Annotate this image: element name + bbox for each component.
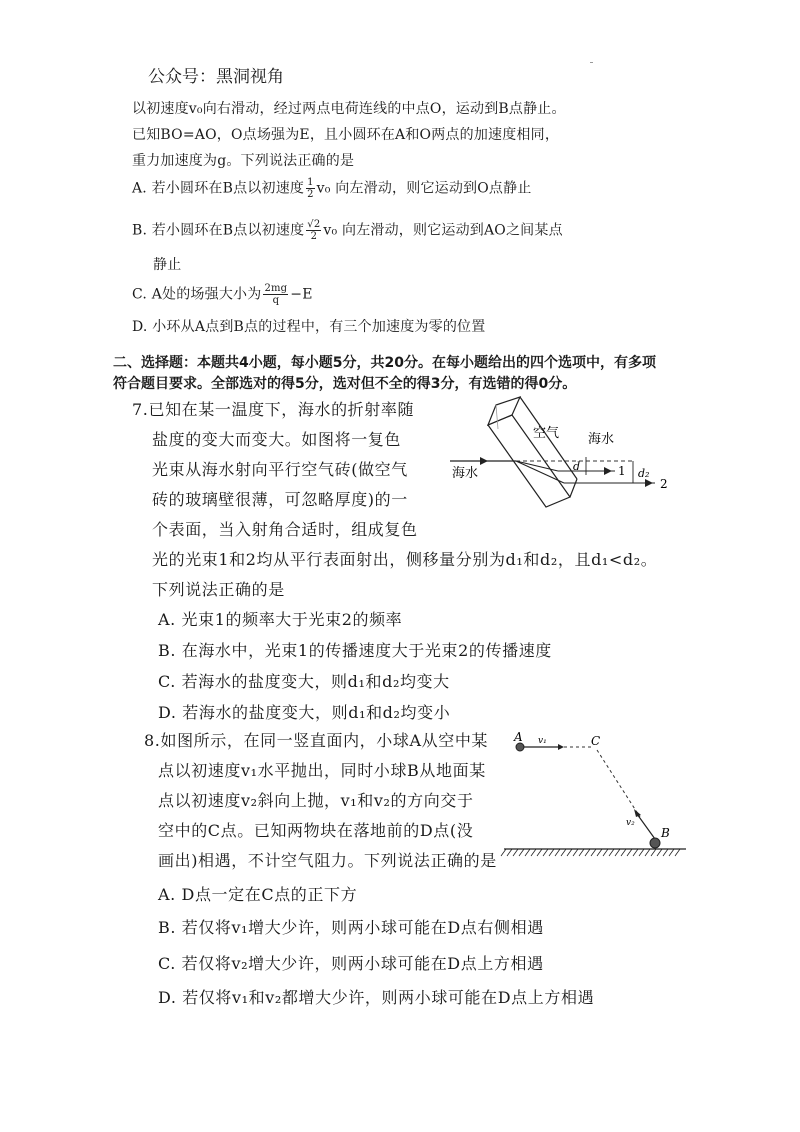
hatch-line [675, 849, 680, 856]
d2-label: d₂ [638, 467, 650, 480]
q7-line-2: 盐度的变大而变大。如图将一复色 [152, 430, 402, 449]
q6-option-b-pre: B. 若小圆环在B点以初速度 [132, 222, 305, 239]
q6-line-3: 重力加速度为g。下列说法正确的是 [132, 153, 355, 169]
fraction-denominator: 2 [307, 189, 314, 200]
v2-arrow [637, 814, 655, 839]
hatch-line [555, 849, 560, 856]
hatch-line [651, 849, 656, 856]
q7-option-b: B. 在海水中，光束1的传播速度大于光束2的传播速度 [158, 641, 552, 660]
q8-line-2: 点以初速度v₁水平抛出，同时小球B从地面某 [158, 761, 486, 780]
q6-option-c-pre: C. A处的场强大小为 [132, 286, 262, 303]
hatch-line [591, 849, 596, 856]
q7-line-3: 光束从海水射向平行空气砖(做空气 [152, 460, 408, 479]
beam-1-label: 1 [618, 464, 626, 478]
hatch-line [525, 849, 530, 856]
fraction-denominator: 2 [310, 231, 318, 242]
q6-option-c-post: −E [290, 286, 313, 303]
header-text: 公众号：黑洞视角 [148, 67, 284, 87]
hatch-line [501, 849, 506, 856]
q6-option-b-post: v₀ 向左滑动，则它运动到AO之间某点 [323, 222, 563, 239]
ball-b [650, 838, 660, 848]
q6-option-a [132, 177, 532, 200]
q8-line-4: 空中的C点。已知两物块在落地前的D点(没 [158, 821, 474, 840]
fraction-numerator: 1 [307, 177, 314, 188]
scan-dot [590, 62, 593, 63]
q7-figure [440, 395, 680, 520]
q7-option-d: D. 若海水的盐度变大，则d₁和d₂均变小 [158, 703, 451, 722]
ball-a [516, 743, 524, 751]
hatch-line [621, 849, 626, 856]
q8-line-1: 8.如图所示，在同一竖直面内，小球A从空中某 [144, 731, 489, 750]
hatch-line [615, 849, 620, 856]
q6-option-a-pre: A. 若小圆环在B点以初速度 [132, 180, 305, 197]
q6-option-a-post: v₀ 向左滑动，则它运动到O点静止 [316, 180, 532, 197]
exit-arrow-2 [645, 479, 653, 487]
q8-option-a: A. D点一定在C点的正下方 [158, 885, 358, 904]
hatch-line [609, 849, 614, 856]
v2-label: v₂ [626, 818, 635, 828]
q8-line-3: 点以初速度v₂斜向上抛，v₁和v₂的方向交于 [158, 791, 474, 810]
hatch-line [645, 849, 650, 856]
hatch-line [561, 849, 566, 856]
hatch-line [663, 849, 668, 856]
hatch-line [531, 849, 536, 856]
q6-line-1: 以初速度v₀向右滑动，经过两点电荷连线的中点O，运动到B点静止。 [132, 101, 566, 117]
hatch-line [603, 849, 608, 856]
q6-option-d: D. 小环从A点到B点的过程中，有三个加速度为零的位置 [132, 319, 486, 335]
q6-option-c [132, 283, 313, 306]
v2-arrowhead [634, 809, 641, 817]
v1-arrowhead [558, 744, 564, 750]
incident-arrow [480, 457, 488, 465]
q7-line-6: 光的光束1和2均从平行表面射出，侧移量分别为d₁和d₂，且d₁<d₂。 [152, 550, 658, 569]
q6-option-a-fraction [306, 177, 315, 200]
ball-b-label: B [661, 826, 670, 840]
section-heading-line-2: 符合题目要求。全部选对的得5分，选对但不全的得3分，有选错的得0分。 [113, 376, 577, 392]
q7-line-5: 个表面，当入射角合适时，组成复色 [152, 520, 418, 539]
hatch-line [639, 849, 644, 856]
hatch-line [585, 849, 590, 856]
fraction-denominator: q [272, 295, 280, 306]
hatch-line [507, 849, 512, 856]
dashed-diagonal [597, 750, 640, 817]
air-label: 空气 [533, 426, 560, 441]
q8-option-d: D. 若仅将v₁和v₂都增大少许，则两小球可能在D点上方相遇 [158, 988, 595, 1007]
ground-hatching [501, 849, 680, 856]
q7-option-a: A. 光束1的频率大于光束2的频率 [158, 610, 403, 629]
sea-label-right: 海水 [588, 432, 615, 447]
q6-option-b [132, 219, 563, 242]
hatch-line [537, 849, 542, 856]
point-c-label: C [591, 734, 601, 748]
hatch-line [627, 849, 632, 856]
air-brick-inner [496, 405, 498, 429]
exit-arrow-1 [604, 467, 612, 475]
air-brick-edge-2 [570, 479, 577, 497]
q8-line-5: 画出)相遇，不计空气阻力。下列说法正确的是 [158, 851, 497, 870]
fraction-numerator: √2 [307, 219, 321, 230]
q7-line-4: 砖的玻璃壁很薄，可忽略厚度)的一 [152, 490, 408, 509]
sea-label-left: 海水 [452, 466, 479, 481]
hatch-line [543, 849, 548, 856]
hatch-line [567, 849, 572, 856]
hatch-line [597, 849, 602, 856]
refracted-beam-1 [516, 461, 558, 471]
fraction-numerator: 2mg [264, 283, 288, 294]
q8-option-c: C. 若仅将v₂增大少许，则两小球可能在D点上方相遇 [158, 954, 544, 973]
hatch-line [573, 849, 578, 856]
q8-option-b: B. 若仅将v₁增大少许，则两小球可能在D点右侧相遇 [158, 918, 544, 937]
hatch-line [633, 849, 638, 856]
q7-line-7: 下列说法正确的是 [152, 580, 285, 599]
hatch-line [549, 849, 554, 856]
hatch-line [579, 849, 584, 856]
q6-line-2: 已知BO=AO，O点场强为E，且小圆环在A和O两点的加速度相同， [132, 127, 560, 143]
v1-label: v₁ [538, 736, 547, 746]
section-heading-line-1: 二、选择题：本题共4小题，每小题5分，共20分。在每小题给出的四个选项中，有多项 [113, 355, 656, 371]
hatch-line [513, 849, 518, 856]
q6-option-b-fraction [306, 219, 321, 242]
q7-option-c: C. 若海水的盐度变大，则d₁和d₂均变大 [158, 672, 450, 691]
air-brick-top [488, 397, 520, 425]
hatch-line [669, 849, 674, 856]
hatch-line [657, 849, 662, 856]
hatch-line [519, 849, 524, 856]
ball-a-label: A [514, 730, 523, 744]
refracted-beam-2 [516, 461, 564, 483]
d1-label: d [573, 460, 581, 473]
beam-2-label: 2 [660, 477, 668, 491]
q7-line-1: 7.已知在某一温度下，海水的折射率随 [132, 400, 415, 419]
q8-figure [500, 730, 690, 860]
q6-option-b-cont: 静止 [153, 257, 182, 273]
q6-option-c-fraction [263, 283, 288, 306]
